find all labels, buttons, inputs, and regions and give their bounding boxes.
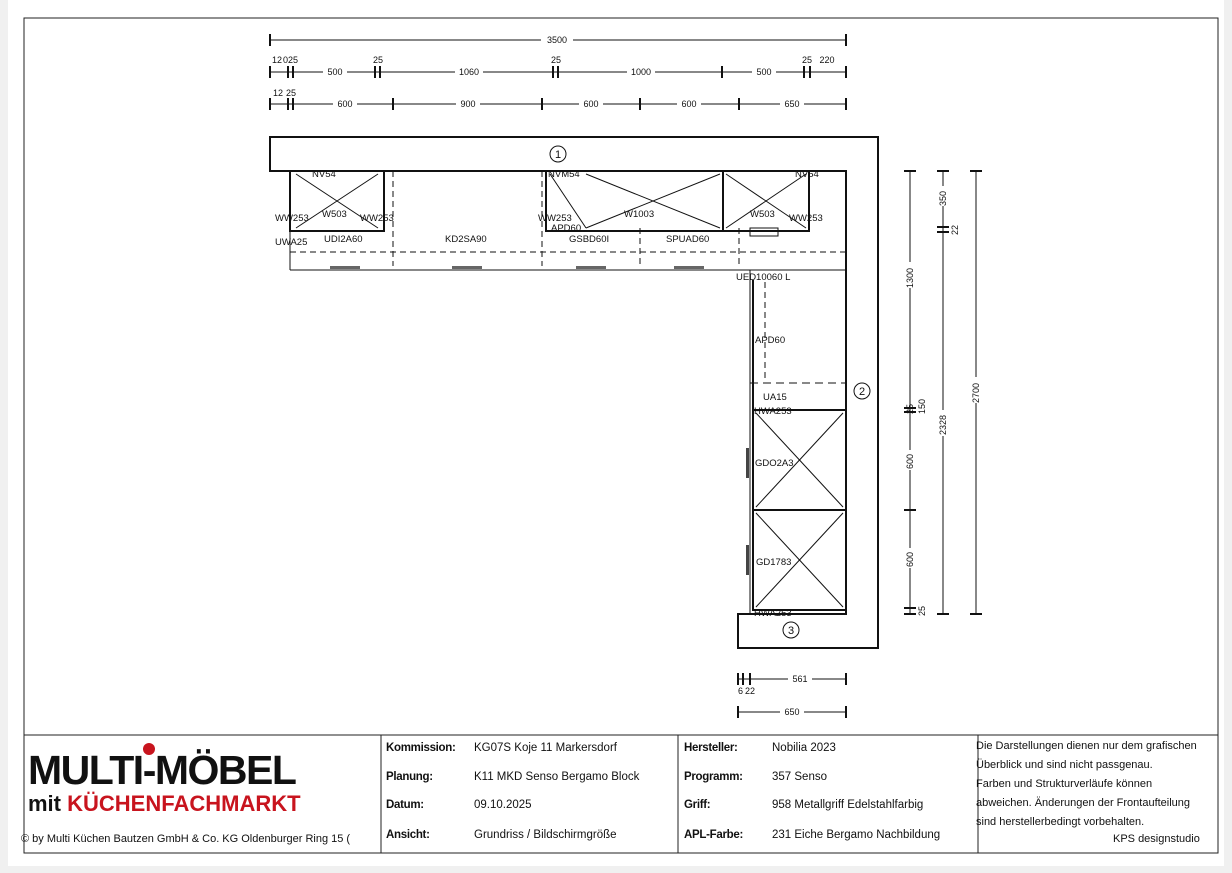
label-ww253-b: WW253 <box>360 213 394 224</box>
label-kd2sa90: KD2SA90 <box>445 234 487 245</box>
dim-right1-150: 150 <box>917 398 927 414</box>
disclaimer-line: sind herstellerbedingt vorbehalten. <box>976 816 1145 828</box>
label-nv54-left: NV54 <box>312 169 336 180</box>
dim-row3-2: 25 <box>286 88 297 98</box>
dim-bottom1-3: 561 <box>792 674 808 684</box>
disclaimer-line: Farben und Strukturverläufe können <box>976 778 1153 790</box>
dim-right1-5: 25 <box>917 605 927 616</box>
logo-subline-red: KÜCHENFACHMARKT <box>67 791 301 816</box>
dim-row2-5: 25 <box>372 55 384 65</box>
logo-subline-prefix: mit <box>28 791 68 816</box>
label-uwa25: UWA25 <box>275 237 308 248</box>
dim-row2-4: 500 <box>327 67 343 77</box>
dim-bottom1-2: 22 <box>745 686 756 696</box>
label-nvm54: NVM54 <box>548 169 580 180</box>
dim-row2-6: 1060 <box>458 67 480 77</box>
dim-row2-9: 500 <box>756 67 772 77</box>
datum-value: 09.10.2025 <box>474 799 532 811</box>
dim-row2-1: 12 <box>272 55 283 65</box>
dim-right1-3: 600 <box>905 453 915 469</box>
region-marker-1: 1 <box>554 149 562 161</box>
region-marker-3: 3 <box>787 625 795 637</box>
brand-credit: KPS designstudio <box>1113 833 1200 845</box>
dim-row2-8: 1000 <box>630 67 652 77</box>
apl-farbe-label: APL-Farbe: <box>684 829 743 841</box>
dim-bottom1-1: 6 <box>738 686 744 696</box>
hersteller-label: Hersteller: <box>684 742 738 754</box>
label-hwa253-bottom: HWA253 <box>754 608 792 619</box>
label-gdo2a3: GDO2A3 <box>755 458 794 469</box>
dim-right2-3: 2328 <box>938 414 948 435</box>
company-logo-wordmark: MULTI-MÖBEL <box>28 747 296 793</box>
label-ww253-d: WW253 <box>789 213 823 224</box>
label-ww253-c: WW253 <box>538 213 572 224</box>
dim-row3-1: 12 <box>273 88 284 98</box>
datum-label: Datum: <box>386 799 424 811</box>
dim-row3-7: 650 <box>784 99 800 109</box>
programm-value: 357 Senso <box>772 771 827 783</box>
dim-right1-4: 600 <box>905 551 915 567</box>
company-logo-subline <box>28 793 301 815</box>
dim-row2-3: 25 <box>288 55 299 65</box>
region-marker-2: 2 <box>858 386 866 398</box>
label-apd60-side: APD60 <box>755 335 786 346</box>
label-ua15: UA15 <box>763 392 787 403</box>
apl-farbe-value: 231 Eiche Bergamo Nachbildung <box>772 829 941 841</box>
disclaimer-line: Die Darstellungen dienen nur dem grafischen <box>976 740 1197 752</box>
dim-row2-2: 0 <box>283 55 289 65</box>
hersteller-value: Nobilia 2023 <box>772 742 836 754</box>
dim-bottom2: 650 <box>784 707 800 717</box>
planung-label: Planung: <box>386 771 433 783</box>
label-hwa253-top: HWA253 <box>754 406 792 417</box>
dim-row2-11: 220 <box>819 55 835 65</box>
dim-row3-6: 600 <box>681 99 697 109</box>
label-ww253-a: WW253 <box>275 213 309 224</box>
dim-right2-1: 350 <box>938 190 948 206</box>
disclaimer-note <box>976 737 1208 832</box>
label-nv54-right: NV54 <box>795 169 819 180</box>
label-ued10060l: UED10060 L <box>736 272 791 283</box>
disclaimer-line: abweichen. Änderungen der Frontaufteilung <box>976 797 1191 809</box>
dim-right3: 2700 <box>971 382 981 403</box>
label-w1003: W1003 <box>624 209 655 220</box>
dim-right1-1: 1300 <box>905 267 915 288</box>
dim-row2-10: 25 <box>801 55 813 65</box>
dim-right1-2: 25 <box>905 403 915 414</box>
label-w503-right: W503 <box>750 209 775 220</box>
dim-overall: 3500 <box>546 35 568 45</box>
label-w503-left: W503 <box>322 209 347 220</box>
dim-row3-4: 900 <box>460 99 476 109</box>
ansicht-label: Ansicht: <box>386 829 430 841</box>
copyright-line: © by Multi Küchen Bautzen GmbH & Co. KG Oldenburger Ring 15 ( <box>21 833 351 845</box>
griff-label: Griff: <box>684 799 711 811</box>
kommission-value: KG07S Koje 11 Markersdorf <box>474 742 617 754</box>
handle-marks-top <box>330 266 704 269</box>
dim-row3-5: 600 <box>583 99 599 109</box>
programm-label: Programm: <box>684 771 743 783</box>
drawing-frame <box>24 18 1218 853</box>
cabinet-labels <box>275 169 823 619</box>
griff-value: 958 Metallgriff Edelstahlfarbig <box>772 799 924 811</box>
label-udi2a60: UDI2A60 <box>324 234 363 245</box>
handle-marks-right <box>746 448 749 575</box>
label-spuad60: SPUAD60 <box>666 234 710 245</box>
kommission-label: Kommission: <box>386 742 456 754</box>
disclaimer-line: Überblick und sind nicht passgenau. <box>976 759 1153 771</box>
ansicht-value: Grundriss / Bildschirmgröße <box>474 829 617 841</box>
dim-row3-3: 600 <box>337 99 353 109</box>
label-gsbd60i: GSBD60I <box>569 234 610 245</box>
dim-right2-2: 22 <box>950 224 960 235</box>
planung-value: K11 MKD Senso Bergamo Block <box>474 771 640 783</box>
label-gd1783: GD1783 <box>756 557 792 568</box>
label-apd60-top: APD60 <box>551 223 582 234</box>
dim-row2-7: 25 <box>550 55 562 65</box>
